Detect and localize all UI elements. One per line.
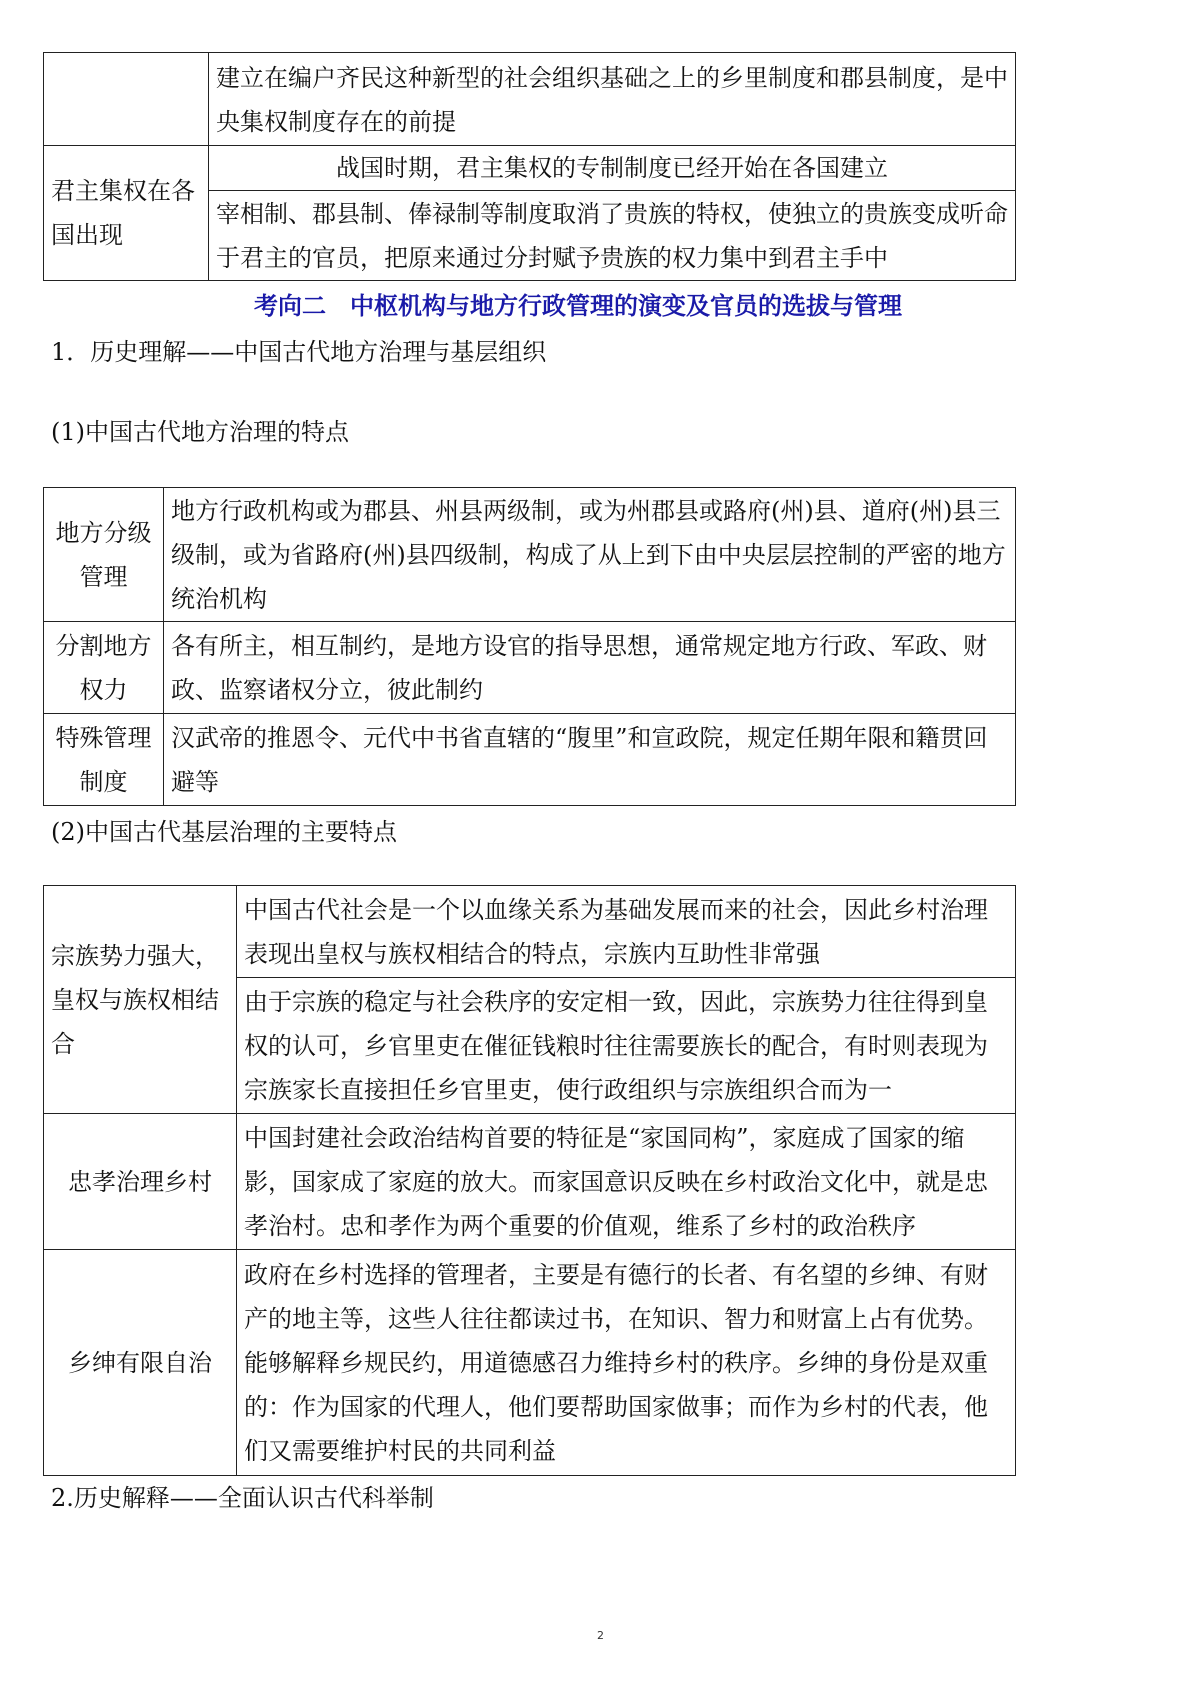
- point-heading: 1．历史理解——中国古代地方治理与基层组织: [51, 338, 547, 366]
- table-cell-body: 建立在编户齐民这种新型的社会组织基础之上的乡里制度和郡县制度，是中央集权制度存在的前提: [209, 53, 1016, 146]
- sub-heading: (1)中国古代地方治理的特点: [51, 418, 349, 446]
- table-cell-body: 由于宗族的稳定与社会秩序的安定相一致，因此，宗族势力往往得到皇权的认可，乡官里吏在催征钱粮时往往需要族长的配合，有时则表现为宗族家长直接担任乡官里吏，使行政组织与宗族组织合而为一: [237, 978, 1016, 1114]
- table-local-governance: [43, 487, 1016, 806]
- table-cell-body: 战国时期，君主集权的专制制度已经开始在各国建立: [209, 146, 1016, 191]
- table-cell-empty: [44, 53, 209, 146]
- table-cell-body: 中国古代社会是一个以血缘关系为基础发展而来的社会，因此乡村治理表现出皇权与族权相结合的特点，宗族内互助性非常强: [237, 886, 1016, 978]
- table-cell-body: 政府在乡村选择的管理者，主要是有德行的长者、有名望的乡绅、有财产的地主等，这些人往往都读过书，在知识、智力和财富上占有优势。能够解释乡规民约，用道德感召力维持乡村的秩序。乡绅的身份是双重的：作为国家的代理人，他们要帮助国家做事；而作为乡村的代表，他们又需要维护村民的共同利益: [237, 1250, 1016, 1476]
- table-row: [44, 1114, 1016, 1250]
- table-cell-header: 特殊管理制度: [44, 714, 164, 806]
- table-row: [44, 488, 1016, 622]
- table-row: [44, 714, 1016, 806]
- table-row: [44, 146, 1016, 191]
- table-cell-header: 分割地方权力: [44, 622, 164, 714]
- table-cell-header: 地方分级管理: [44, 488, 164, 622]
- table-cell-header: 君主集权在各国出现: [44, 146, 209, 281]
- table-cell-body: 中国封建社会政治结构首要的特征是“家国同构”，家庭成了国家的缩影，国家成了家庭的放大。而家国意识反映在乡村政治文化中，就是忠孝治村。忠和孝作为两个重要的价值观，维系了乡村的政治秩序: [237, 1114, 1016, 1250]
- table-cell-header: 乡绅有限自治: [44, 1250, 237, 1476]
- table-cell-body: 各有所主，相互制约，是地方设官的指导思想，通常规定地方行政、军政、财政、监察诸权分立，彼此制约: [164, 622, 1016, 714]
- table-central-power: [43, 52, 1016, 281]
- table-cell-header: 宗族势力强大，皇权与族权相结合: [44, 886, 237, 1114]
- table-row: [44, 886, 1016, 978]
- table-cell-body: 宰相制、郡县制、俸禄制等制度取消了贵族的特权，使独立的贵族变成听命于君主的官员，把原来通过分封赋予贵族的权力集中到君主手中: [209, 191, 1016, 281]
- table-grassroots-governance: [43, 885, 1016, 1476]
- section-title: 考向二 中枢机构与地方行政管理的演变及官员的选拔与管理: [254, 292, 902, 320]
- table-row: [44, 622, 1016, 714]
- sub-heading: (2)中国古代基层治理的主要特点: [51, 818, 397, 846]
- table-row: [44, 1250, 1016, 1476]
- table-cell-header: 忠孝治理乡村: [44, 1114, 237, 1250]
- table-cell-body: 汉武帝的推恩令、元代中书省直辖的“腹里”和宣政院，规定任期年限和籍贯回避等: [164, 714, 1016, 806]
- point-heading: 2.历史解释——全面认识古代科举制: [51, 1484, 434, 1512]
- table-cell-body: 地方行政机构或为郡县、州县两级制，或为州郡县或路府(州)县、道府(州)县三级制，或为省路府(州)县四级制，构成了从上到下由中央层层控制的严密的地方统治机构: [164, 488, 1016, 622]
- table-row: [44, 53, 1016, 146]
- page-number: 2: [597, 1629, 604, 1642]
